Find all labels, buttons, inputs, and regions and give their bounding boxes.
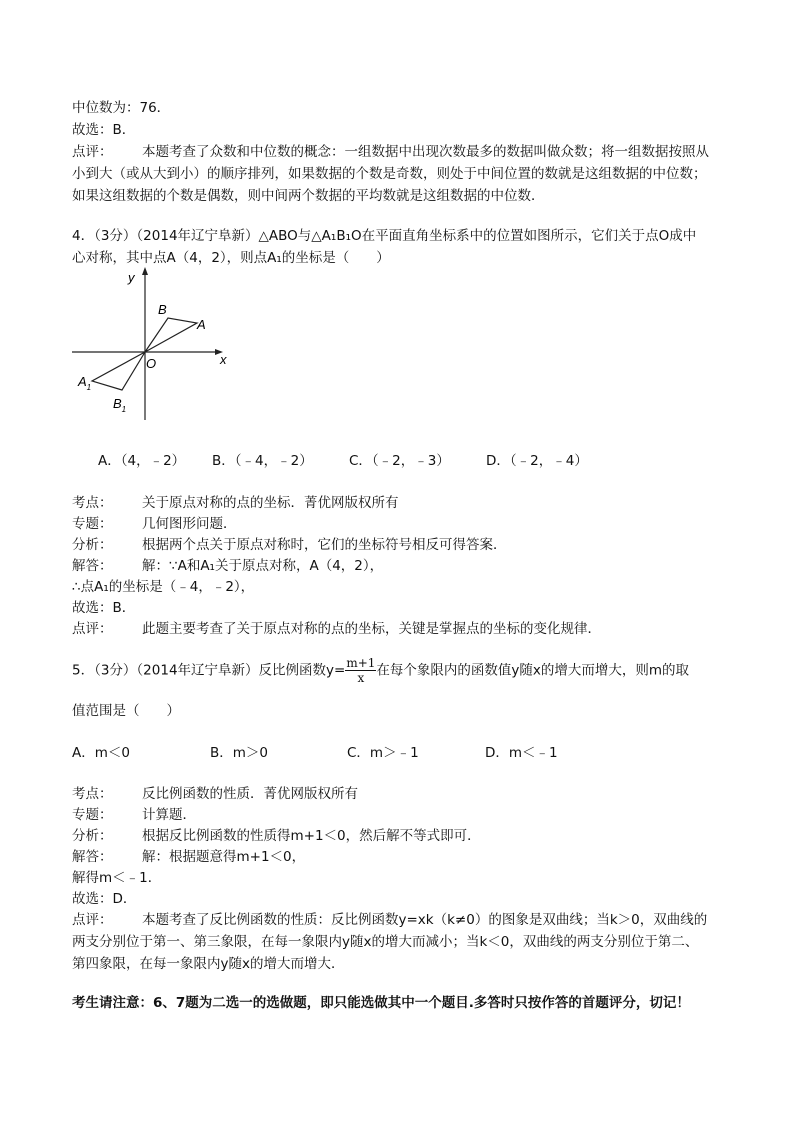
q5-analysis-row: 专题： 计算题． [72, 807, 196, 823]
point-b-label: B [158, 302, 167, 317]
q5-stem: 5．（3分）（2014年辽宁阜新）反比例函数y= $\frac{m+1}{x}$ 在每个象限内的函数值y随x的增大而增大，则m的取 [72, 656, 690, 685]
q5-option-a: A．m＜0 [72, 745, 130, 761]
q5-analysis-row: 考点： 反比例函数的性质．菁优网版权所有 [72, 786, 358, 802]
comment-text: 本题考查了众数和中位数的概念：一组数据中出现次数最多的数据叫做众数；将一组数据按照从 [142, 144, 709, 160]
triangle-a1b1o [92, 352, 145, 390]
q5-solution-line: 故选：D． [72, 891, 137, 907]
comment-line: 小到大（或从大到小）的顺序排列，如果数据的个数是奇数，则处于中间位置的数就是这组数据的中位数； [72, 166, 707, 182]
point-a1-label: $A_1$ [78, 374, 92, 392]
median-line: 中位数为：76． [72, 100, 171, 116]
q5-comment-line: 第四象限，在每一象限内y随x的增大而增大． [72, 956, 345, 972]
q4-stem: 4．（3分）（2014年辽宁阜新）△ABO与△A₁B₁O在平面直角坐标系中的位置如图所示，它们关于点O成中 [72, 228, 697, 244]
q5-option-c: C．m＞﹣1 [347, 745, 419, 761]
q4-option-d: D．（﹣2，﹣4） [486, 453, 588, 469]
q5-option-b: B．m＞0 [210, 745, 269, 761]
triangle-abo [145, 318, 197, 352]
q4-analysis-row: 考点： 关于原点对称的点的坐标．菁优网版权所有 [72, 495, 399, 511]
q5-analysis-row: 分析： 根据反比例函数的性质得m+1＜0，然后解不等式即可． [72, 828, 481, 844]
q4-option-c: C．（﹣2，﹣3） [349, 453, 450, 469]
origin-label: O [146, 356, 157, 371]
y-label: y [128, 270, 135, 285]
q4-analysis-row: 解答： 解：∵A和A₁关于原点对称，A（4，2）， [72, 558, 384, 574]
q4-stem: 心对称，其中点A（4，2），则点A₁的坐标是（ ） [72, 250, 390, 266]
q4-option-b: B．（﹣4，﹣2） [212, 453, 313, 469]
point-b1-label: $B_1$ [113, 396, 127, 414]
q5-analysis-row: 解答： 解：根据题意得m+1＜0， [72, 849, 306, 865]
q4-analysis-row: 专题： 几何图形问题． [72, 516, 237, 532]
comment-label: 点评： [72, 144, 113, 160]
comment-line: 如果这组数据的个数是偶数，则中间两个数据的平均数就是这组数据的中位数． [72, 188, 545, 204]
q5-stem: 值范围是（ ） [72, 703, 180, 719]
q5-option-d: D．m＜﹣1 [485, 745, 558, 761]
q5-solution-line: 解得m＜﹣1． [72, 870, 162, 886]
fraction: $\frac{m+1}{x}$ [346, 656, 376, 685]
x-label: x [220, 352, 227, 367]
comment-line [72, 143, 709, 161]
q4-comment: 点评： 此题主要考查了关于原点对称的点的坐标，关键是掌握点的坐标的变化规律． [72, 621, 601, 637]
point-a-label: A [197, 317, 206, 332]
coordinate-figure [68, 262, 238, 424]
y-arrow-icon [142, 267, 148, 275]
q4-option-a: A．（4，﹣2） [98, 453, 186, 469]
q4-analysis-row: 分析： 根据两个点关于原点对称时，它们的坐标符号相反可得答案． [72, 537, 507, 553]
q5-comment: 点评： 本题考查了反比例函数的性质：反比例函数y=xk（k≠0）的图象是双曲线；当k＞0，双曲线的 [72, 912, 708, 928]
choice-line: 故选：B． [72, 122, 136, 138]
q4-solution-line: 故选：B． [72, 600, 136, 616]
q4-solution-line: ∴点A₁的坐标是（﹣4，﹣2）， [72, 579, 255, 595]
notice: 考生请注意：6、7题为二选一的选做题，即只能选做其中一个题目.多答时只按作答的首题评分，切记！ [72, 995, 690, 1011]
q5-comment-line: 两支分别位于第一、第三象限，在每一象限内y随x的增大而减小；当k＜0，双曲线的两支分别位于第二、 [72, 934, 699, 950]
